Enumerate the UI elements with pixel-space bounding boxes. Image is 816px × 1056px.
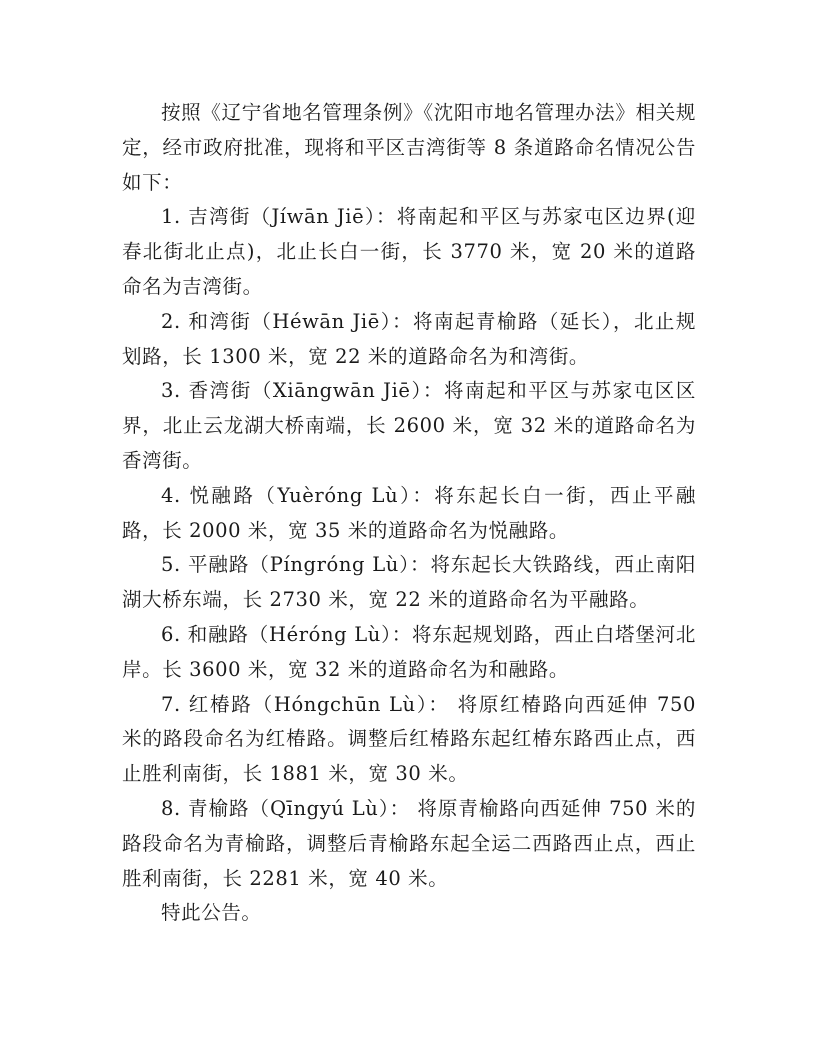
- road-item-yuerong-lu: 4. 悦融路（Yuèróng Lù）：将东起长白一街，西止平融路，长 2000 米，宽 35 米的道路命名为悦融路。: [122, 483, 696, 542]
- announcement-body: [122, 96, 696, 931]
- road-item-hewan-jie: 2. 和湾街（Héwān Jiē）：将南起青榆路（延长），北止规划路，长 1300 米，宽 22 米的道路命名为和湾街。: [122, 309, 696, 368]
- road-item-pingrong-lu: 5. 平融路（Píngróng Lù）：将东起长大铁路线，西止南阳湖大桥东端，长 2730 米，宽 22 米的道路命名为平融路。: [122, 553, 696, 612]
- road-item-xiangwan-jie: 3. 香湾街（Xiāngwān Jiē）：将南起和平区与苏家屯区区界，北止云龙湖大桥南端，长 2600 米，宽 32 米的道路命名为香湾街。: [122, 379, 696, 472]
- road-item-qingyu-lu: 8. 青榆路（Qīngyú Lù）： 将原青榆路向西延伸 750 米的路段命名为青榆路，调整后青榆路东起全运二西路西止点，西止胜利南街，长 2281 米，宽 40 米。: [122, 796, 696, 890]
- road-item-jiwan-jie: 1. 吉湾街（Jíwān Jiē）：将南起和平区与苏家屯区边界(迎春北街北止点)，北止长白一街，长 3770 米，宽 20 米的道路命名为吉湾街。: [122, 205, 696, 298]
- closing-paragraph: 特此公告。: [161, 901, 262, 925]
- road-item-hongchun-lu: 7. 红椿路（Hóngchūn Lù）： 将原红椿路向西延伸 750 米的路段命名为红椿路。调整后红椿路东起红椿东路西止点，西止胜利南街，长 1881 米，宽 30 米。: [122, 692, 696, 786]
- road-item-herong-lu: 6. 和融路（Héróng Lù）：将东起规划路，西止白塔堡河北岸。长 3600 米，宽 32 米的道路命名为和融路。: [122, 622, 696, 681]
- intro-paragraph: 按照《辽宁省地名管理条例》《沈阳市地名管理办法》相关规定，经市政府批准，现将和平区吉湾街等 8 条道路命名情况公告如下：: [122, 101, 696, 194]
